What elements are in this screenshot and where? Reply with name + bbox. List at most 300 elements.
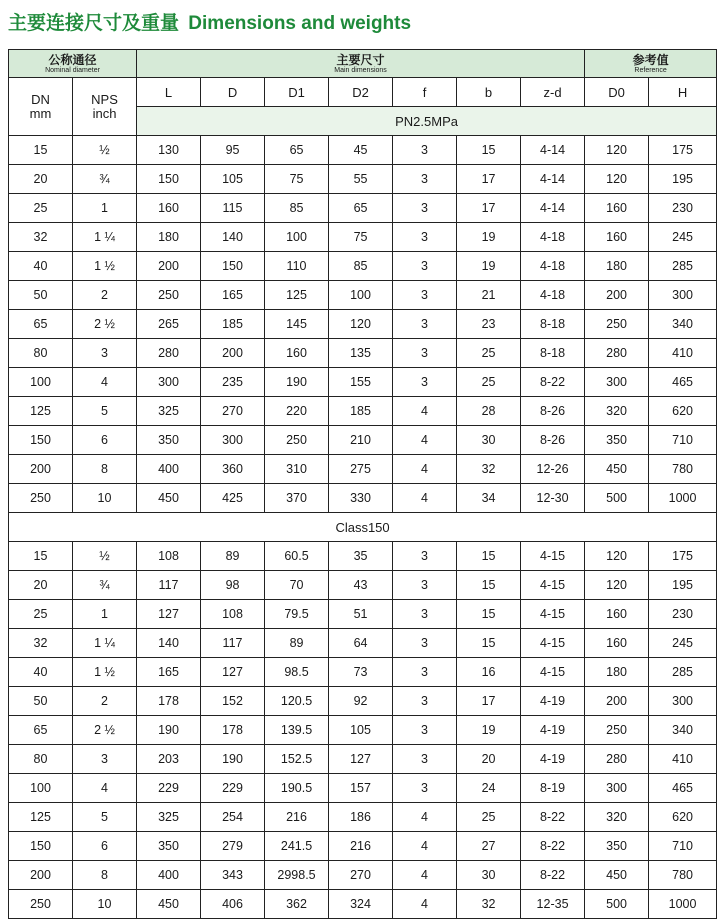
cell-b: 21 bbox=[457, 281, 521, 310]
cell-dn: 125 bbox=[9, 397, 73, 426]
cell-f: 4 bbox=[393, 803, 457, 832]
cell-d0: 200 bbox=[585, 687, 649, 716]
cell-d2: 92 bbox=[329, 687, 393, 716]
cell-nps: 2 bbox=[73, 281, 137, 310]
cell-h: 465 bbox=[649, 368, 717, 397]
table-row bbox=[9, 600, 717, 629]
cell-dn: 40 bbox=[9, 252, 73, 281]
dn-unit: mm bbox=[29, 105, 52, 121]
cell-d2: 210 bbox=[329, 426, 393, 455]
cell-nps: 1 ¼ bbox=[73, 629, 137, 658]
nps-header bbox=[73, 78, 137, 136]
cell-f: 4 bbox=[393, 484, 457, 513]
cell-l: 265 bbox=[137, 310, 201, 339]
table-row bbox=[9, 484, 717, 513]
column-header-row bbox=[9, 78, 717, 107]
cell-nps: 10 bbox=[73, 484, 137, 513]
cell-d: 98 bbox=[201, 571, 265, 600]
cell-z-d: 8-22 bbox=[521, 832, 585, 861]
cell-d1: 160 bbox=[265, 339, 329, 368]
cell-d: 300 bbox=[201, 426, 265, 455]
cell-z-d: 8-22 bbox=[521, 861, 585, 890]
cell-z-d: 4-19 bbox=[521, 687, 585, 716]
cell-l: 203 bbox=[137, 745, 201, 774]
cell-d1: 125 bbox=[265, 281, 329, 310]
cell-d: 117 bbox=[201, 629, 265, 658]
cell-d2: 330 bbox=[329, 484, 393, 513]
cell-z-d: 8-22 bbox=[521, 368, 585, 397]
cell-d0: 120 bbox=[585, 542, 649, 571]
cell-d: 152 bbox=[201, 687, 265, 716]
cell-f: 3 bbox=[393, 600, 457, 629]
pn25-rows bbox=[9, 136, 717, 513]
cell-z-d: 4-15 bbox=[521, 629, 585, 658]
table-row bbox=[9, 687, 717, 716]
cell-dn: 50 bbox=[9, 687, 73, 716]
cell-b: 19 bbox=[457, 716, 521, 745]
cell-b: 15 bbox=[457, 600, 521, 629]
cell-f: 3 bbox=[393, 310, 457, 339]
cell-dn: 65 bbox=[9, 310, 73, 339]
cell-h: 195 bbox=[649, 165, 717, 194]
cell-h: 245 bbox=[649, 629, 717, 658]
cell-b: 17 bbox=[457, 687, 521, 716]
cell-dn: 125 bbox=[9, 803, 73, 832]
cell-d: 105 bbox=[201, 165, 265, 194]
cell-h: 300 bbox=[649, 687, 717, 716]
table-row bbox=[9, 832, 717, 861]
cell-d0: 500 bbox=[585, 890, 649, 919]
cell-l: 200 bbox=[137, 252, 201, 281]
cell-l: 280 bbox=[137, 339, 201, 368]
cell-dn: 80 bbox=[9, 339, 73, 368]
cell-l: 325 bbox=[137, 803, 201, 832]
cell-l: 400 bbox=[137, 455, 201, 484]
nps-label: NPS bbox=[91, 91, 118, 107]
cell-b: 19 bbox=[457, 252, 521, 281]
cell-d0: 280 bbox=[585, 745, 649, 774]
cell-z-d: 4-15 bbox=[521, 600, 585, 629]
cell-f: 4 bbox=[393, 397, 457, 426]
main-dimensions-header bbox=[137, 50, 585, 78]
cell-d2: 324 bbox=[329, 890, 393, 919]
cell-dn: 250 bbox=[9, 890, 73, 919]
cell-l: 117 bbox=[137, 571, 201, 600]
cell-f: 3 bbox=[393, 136, 457, 165]
main-dimensions-en: Main dimensions bbox=[334, 66, 387, 74]
table-row bbox=[9, 745, 717, 774]
cell-d0: 250 bbox=[585, 716, 649, 745]
cell-l: 127 bbox=[137, 600, 201, 629]
cell-l: 108 bbox=[137, 542, 201, 571]
cell-nps: 1 ¼ bbox=[73, 223, 137, 252]
cell-b: 24 bbox=[457, 774, 521, 803]
cell-d: 229 bbox=[201, 774, 265, 803]
cell-nps: 5 bbox=[73, 803, 137, 832]
cell-d1: 370 bbox=[265, 484, 329, 513]
col-header-D0: D0 bbox=[585, 78, 649, 107]
cell-z-d: 4-18 bbox=[521, 252, 585, 281]
table-row bbox=[9, 542, 717, 571]
cell-l: 450 bbox=[137, 890, 201, 919]
cell-d2: 51 bbox=[329, 600, 393, 629]
cell-nps: 3 bbox=[73, 339, 137, 368]
cell-d0: 160 bbox=[585, 223, 649, 252]
nominal-diameter-cn: 公称通径 bbox=[48, 52, 97, 67]
cell-d2: 155 bbox=[329, 368, 393, 397]
cell-h: 620 bbox=[649, 397, 717, 426]
reference-cn: 参考值 bbox=[632, 52, 669, 67]
table-row bbox=[9, 368, 717, 397]
cell-nps: 1 bbox=[73, 600, 137, 629]
cell-d2: 100 bbox=[329, 281, 393, 310]
cell-dn: 25 bbox=[9, 194, 73, 223]
cell-nps: 2 ½ bbox=[73, 310, 137, 339]
cell-d0: 320 bbox=[585, 397, 649, 426]
cell-f: 4 bbox=[393, 861, 457, 890]
cell-b: 16 bbox=[457, 658, 521, 687]
cell-d1: 216 bbox=[265, 803, 329, 832]
cell-d: 360 bbox=[201, 455, 265, 484]
dimensions-table bbox=[8, 49, 717, 919]
cell-h: 285 bbox=[649, 252, 717, 281]
cell-b: 15 bbox=[457, 542, 521, 571]
table-row bbox=[9, 426, 717, 455]
cell-f: 4 bbox=[393, 890, 457, 919]
col-header-D: D bbox=[201, 78, 265, 107]
cell-dn: 150 bbox=[9, 832, 73, 861]
cell-l: 140 bbox=[137, 629, 201, 658]
table-row bbox=[9, 194, 717, 223]
cell-d1: 310 bbox=[265, 455, 329, 484]
class150-section bbox=[9, 513, 717, 542]
cell-d0: 120 bbox=[585, 165, 649, 194]
cell-h: 780 bbox=[649, 455, 717, 484]
table-row bbox=[9, 658, 717, 687]
cell-d1: 120.5 bbox=[265, 687, 329, 716]
cell-d2: 135 bbox=[329, 339, 393, 368]
cell-b: 15 bbox=[457, 136, 521, 165]
table-row bbox=[9, 455, 717, 484]
cell-z-d: 4-15 bbox=[521, 571, 585, 600]
cell-nps: 4 bbox=[73, 774, 137, 803]
cell-f: 3 bbox=[393, 774, 457, 803]
cell-dn: 65 bbox=[9, 716, 73, 745]
cell-nps: 2 ½ bbox=[73, 716, 137, 745]
col-header-H: H bbox=[649, 78, 717, 107]
cell-dn: 100 bbox=[9, 368, 73, 397]
table-row bbox=[9, 310, 717, 339]
cell-d0: 200 bbox=[585, 281, 649, 310]
cell-d: 185 bbox=[201, 310, 265, 339]
cell-l: 250 bbox=[137, 281, 201, 310]
cell-h: 410 bbox=[649, 339, 717, 368]
cell-f: 3 bbox=[393, 368, 457, 397]
cell-h: 175 bbox=[649, 136, 717, 165]
cell-nps: 10 bbox=[73, 890, 137, 919]
cell-d2: 270 bbox=[329, 861, 393, 890]
cell-nps: 1 bbox=[73, 194, 137, 223]
cell-d1: 190.5 bbox=[265, 774, 329, 803]
reference-header bbox=[585, 50, 717, 78]
cell-d1: 139.5 bbox=[265, 716, 329, 745]
cell-f: 3 bbox=[393, 745, 457, 774]
cell-d1: 100 bbox=[265, 223, 329, 252]
cell-b: 30 bbox=[457, 861, 521, 890]
cell-dn: 150 bbox=[9, 426, 73, 455]
cell-d1: 220 bbox=[265, 397, 329, 426]
cell-f: 3 bbox=[393, 223, 457, 252]
cell-d: 279 bbox=[201, 832, 265, 861]
cell-d1: 190 bbox=[265, 368, 329, 397]
cell-b: 25 bbox=[457, 803, 521, 832]
nominal-diameter-header bbox=[9, 50, 137, 78]
cell-nps: 8 bbox=[73, 861, 137, 890]
cell-h: 230 bbox=[649, 600, 717, 629]
header-group-row bbox=[9, 50, 717, 78]
cell-d2: 45 bbox=[329, 136, 393, 165]
cell-h: 300 bbox=[649, 281, 717, 310]
col-header-D2: D2 bbox=[329, 78, 393, 107]
cell-d: 165 bbox=[201, 281, 265, 310]
cell-h: 710 bbox=[649, 832, 717, 861]
cell-nps: 3 bbox=[73, 745, 137, 774]
cell-z-d: 8-26 bbox=[521, 397, 585, 426]
cell-d1: 2998.5 bbox=[265, 861, 329, 890]
col-header-z-d: z-d bbox=[521, 78, 585, 107]
cell-d2: 43 bbox=[329, 571, 393, 600]
cell-b: 15 bbox=[457, 571, 521, 600]
cell-d0: 180 bbox=[585, 658, 649, 687]
cell-dn: 100 bbox=[9, 774, 73, 803]
section-label-pn25: PN2.5MPa bbox=[137, 107, 717, 136]
cell-f: 4 bbox=[393, 426, 457, 455]
cell-d2: 120 bbox=[329, 310, 393, 339]
cell-b: 23 bbox=[457, 310, 521, 339]
cell-b: 32 bbox=[457, 455, 521, 484]
cell-b: 19 bbox=[457, 223, 521, 252]
table-row bbox=[9, 629, 717, 658]
cell-f: 3 bbox=[393, 716, 457, 745]
main-dimensions-cn: 主要尺寸 bbox=[336, 52, 385, 67]
cell-d1: 152.5 bbox=[265, 745, 329, 774]
cell-b: 28 bbox=[457, 397, 521, 426]
cell-h: 195 bbox=[649, 571, 717, 600]
cell-nps: 6 bbox=[73, 832, 137, 861]
table-row bbox=[9, 252, 717, 281]
cell-b: 25 bbox=[457, 368, 521, 397]
cell-d0: 180 bbox=[585, 252, 649, 281]
cell-b: 27 bbox=[457, 832, 521, 861]
cell-z-d: 4-18 bbox=[521, 281, 585, 310]
class150-rows bbox=[9, 542, 717, 919]
cell-d1: 75 bbox=[265, 165, 329, 194]
cell-d2: 64 bbox=[329, 629, 393, 658]
cell-d1: 110 bbox=[265, 252, 329, 281]
cell-d1: 241.5 bbox=[265, 832, 329, 861]
table-row bbox=[9, 716, 717, 745]
cell-z-d: 4-19 bbox=[521, 716, 585, 745]
cell-z-d: 12-30 bbox=[521, 484, 585, 513]
nps-unit: inch bbox=[92, 105, 117, 121]
cell-d1: 362 bbox=[265, 890, 329, 919]
cell-nps: ½ bbox=[73, 542, 137, 571]
cell-l: 178 bbox=[137, 687, 201, 716]
cell-d0: 280 bbox=[585, 339, 649, 368]
cell-d1: 89 bbox=[265, 629, 329, 658]
cell-d0: 350 bbox=[585, 832, 649, 861]
cell-h: 780 bbox=[649, 861, 717, 890]
cell-d2: 105 bbox=[329, 716, 393, 745]
cell-d: 235 bbox=[201, 368, 265, 397]
cell-dn: 20 bbox=[9, 165, 73, 194]
cell-l: 229 bbox=[137, 774, 201, 803]
cell-d2: 186 bbox=[329, 803, 393, 832]
cell-l: 190 bbox=[137, 716, 201, 745]
table-row bbox=[9, 571, 717, 600]
cell-nps: 5 bbox=[73, 397, 137, 426]
cell-d2: 127 bbox=[329, 745, 393, 774]
cell-dn: 200 bbox=[9, 455, 73, 484]
title-english: Dimensions and weights bbox=[188, 13, 412, 34]
cell-b: 32 bbox=[457, 890, 521, 919]
cell-d0: 120 bbox=[585, 571, 649, 600]
dn-label: DN bbox=[31, 91, 50, 107]
cell-d1: 65 bbox=[265, 136, 329, 165]
cell-b: 15 bbox=[457, 629, 521, 658]
cell-d: 140 bbox=[201, 223, 265, 252]
cell-dn: 40 bbox=[9, 658, 73, 687]
cell-d1: 98.5 bbox=[265, 658, 329, 687]
cell-d0: 160 bbox=[585, 629, 649, 658]
cell-d2: 216 bbox=[329, 832, 393, 861]
cell-dn: 80 bbox=[9, 745, 73, 774]
cell-d1: 79.5 bbox=[265, 600, 329, 629]
cell-f: 3 bbox=[393, 194, 457, 223]
cell-f: 3 bbox=[393, 629, 457, 658]
cell-d0: 160 bbox=[585, 194, 649, 223]
cell-b: 34 bbox=[457, 484, 521, 513]
cell-b: 25 bbox=[457, 339, 521, 368]
cell-z-d: 4-18 bbox=[521, 223, 585, 252]
cell-d: 343 bbox=[201, 861, 265, 890]
cell-l: 400 bbox=[137, 861, 201, 890]
cell-d0: 450 bbox=[585, 455, 649, 484]
cell-d0: 250 bbox=[585, 310, 649, 339]
cell-b: 20 bbox=[457, 745, 521, 774]
cell-d: 406 bbox=[201, 890, 265, 919]
cell-f: 3 bbox=[393, 542, 457, 571]
cell-z-d: 4-14 bbox=[521, 136, 585, 165]
cell-nps: 4 bbox=[73, 368, 137, 397]
cell-d: 254 bbox=[201, 803, 265, 832]
table-row bbox=[9, 803, 717, 832]
cell-d1: 60.5 bbox=[265, 542, 329, 571]
cell-d: 150 bbox=[201, 252, 265, 281]
cell-nps: ¾ bbox=[73, 165, 137, 194]
cell-b: 17 bbox=[457, 165, 521, 194]
cell-h: 340 bbox=[649, 716, 717, 745]
cell-dn: 20 bbox=[9, 571, 73, 600]
reference-en: Reference bbox=[634, 66, 667, 74]
section-row-class150 bbox=[9, 513, 717, 542]
table-row bbox=[9, 165, 717, 194]
cell-f: 3 bbox=[393, 687, 457, 716]
cell-h: 465 bbox=[649, 774, 717, 803]
cell-z-d: 4-15 bbox=[521, 658, 585, 687]
cell-d1: 85 bbox=[265, 194, 329, 223]
cell-b: 17 bbox=[457, 194, 521, 223]
col-header-D1: D1 bbox=[265, 78, 329, 107]
cell-f: 4 bbox=[393, 455, 457, 484]
cell-dn: 200 bbox=[9, 861, 73, 890]
table-row bbox=[9, 861, 717, 890]
cell-d0: 320 bbox=[585, 803, 649, 832]
cell-z-d: 4-15 bbox=[521, 542, 585, 571]
cell-d0: 120 bbox=[585, 136, 649, 165]
cell-nps: 1 ½ bbox=[73, 252, 137, 281]
cell-l: 160 bbox=[137, 194, 201, 223]
cell-f: 3 bbox=[393, 339, 457, 368]
cell-d2: 35 bbox=[329, 542, 393, 571]
cell-d2: 85 bbox=[329, 252, 393, 281]
col-header-f: f bbox=[393, 78, 457, 107]
cell-d: 178 bbox=[201, 716, 265, 745]
table-row bbox=[9, 281, 717, 310]
table-row bbox=[9, 397, 717, 426]
cell-d2: 275 bbox=[329, 455, 393, 484]
cell-d0: 300 bbox=[585, 774, 649, 803]
cell-d2: 157 bbox=[329, 774, 393, 803]
table-row bbox=[9, 223, 717, 252]
table-row bbox=[9, 774, 717, 803]
cell-d0: 160 bbox=[585, 600, 649, 629]
cell-nps: 8 bbox=[73, 455, 137, 484]
cell-l: 350 bbox=[137, 832, 201, 861]
cell-d: 270 bbox=[201, 397, 265, 426]
cell-l: 130 bbox=[137, 136, 201, 165]
title-chinese: 主要连接尺寸及重量 bbox=[8, 12, 180, 34]
cell-z-d: 4-19 bbox=[521, 745, 585, 774]
cell-d2: 75 bbox=[329, 223, 393, 252]
cell-d2: 65 bbox=[329, 194, 393, 223]
cell-d0: 350 bbox=[585, 426, 649, 455]
cell-z-d: 8-19 bbox=[521, 774, 585, 803]
section-label-class150: Class150 bbox=[9, 513, 717, 542]
cell-nps: ½ bbox=[73, 136, 137, 165]
dn-header bbox=[9, 78, 73, 136]
cell-f: 4 bbox=[393, 832, 457, 861]
cell-nps: 6 bbox=[73, 426, 137, 455]
cell-d0: 500 bbox=[585, 484, 649, 513]
cell-l: 450 bbox=[137, 484, 201, 513]
cell-d1: 145 bbox=[265, 310, 329, 339]
cell-f: 3 bbox=[393, 571, 457, 600]
table-row bbox=[9, 339, 717, 368]
cell-h: 340 bbox=[649, 310, 717, 339]
nominal-diameter-en: Nominal diameter bbox=[45, 66, 100, 74]
cell-z-d: 8-26 bbox=[521, 426, 585, 455]
cell-f: 3 bbox=[393, 165, 457, 194]
col-header-b: b bbox=[457, 78, 521, 107]
cell-h: 1000 bbox=[649, 890, 717, 919]
table-row bbox=[9, 136, 717, 165]
cell-l: 350 bbox=[137, 426, 201, 455]
cell-b: 30 bbox=[457, 426, 521, 455]
cell-z-d: 12-35 bbox=[521, 890, 585, 919]
cell-f: 3 bbox=[393, 252, 457, 281]
cell-d: 190 bbox=[201, 745, 265, 774]
